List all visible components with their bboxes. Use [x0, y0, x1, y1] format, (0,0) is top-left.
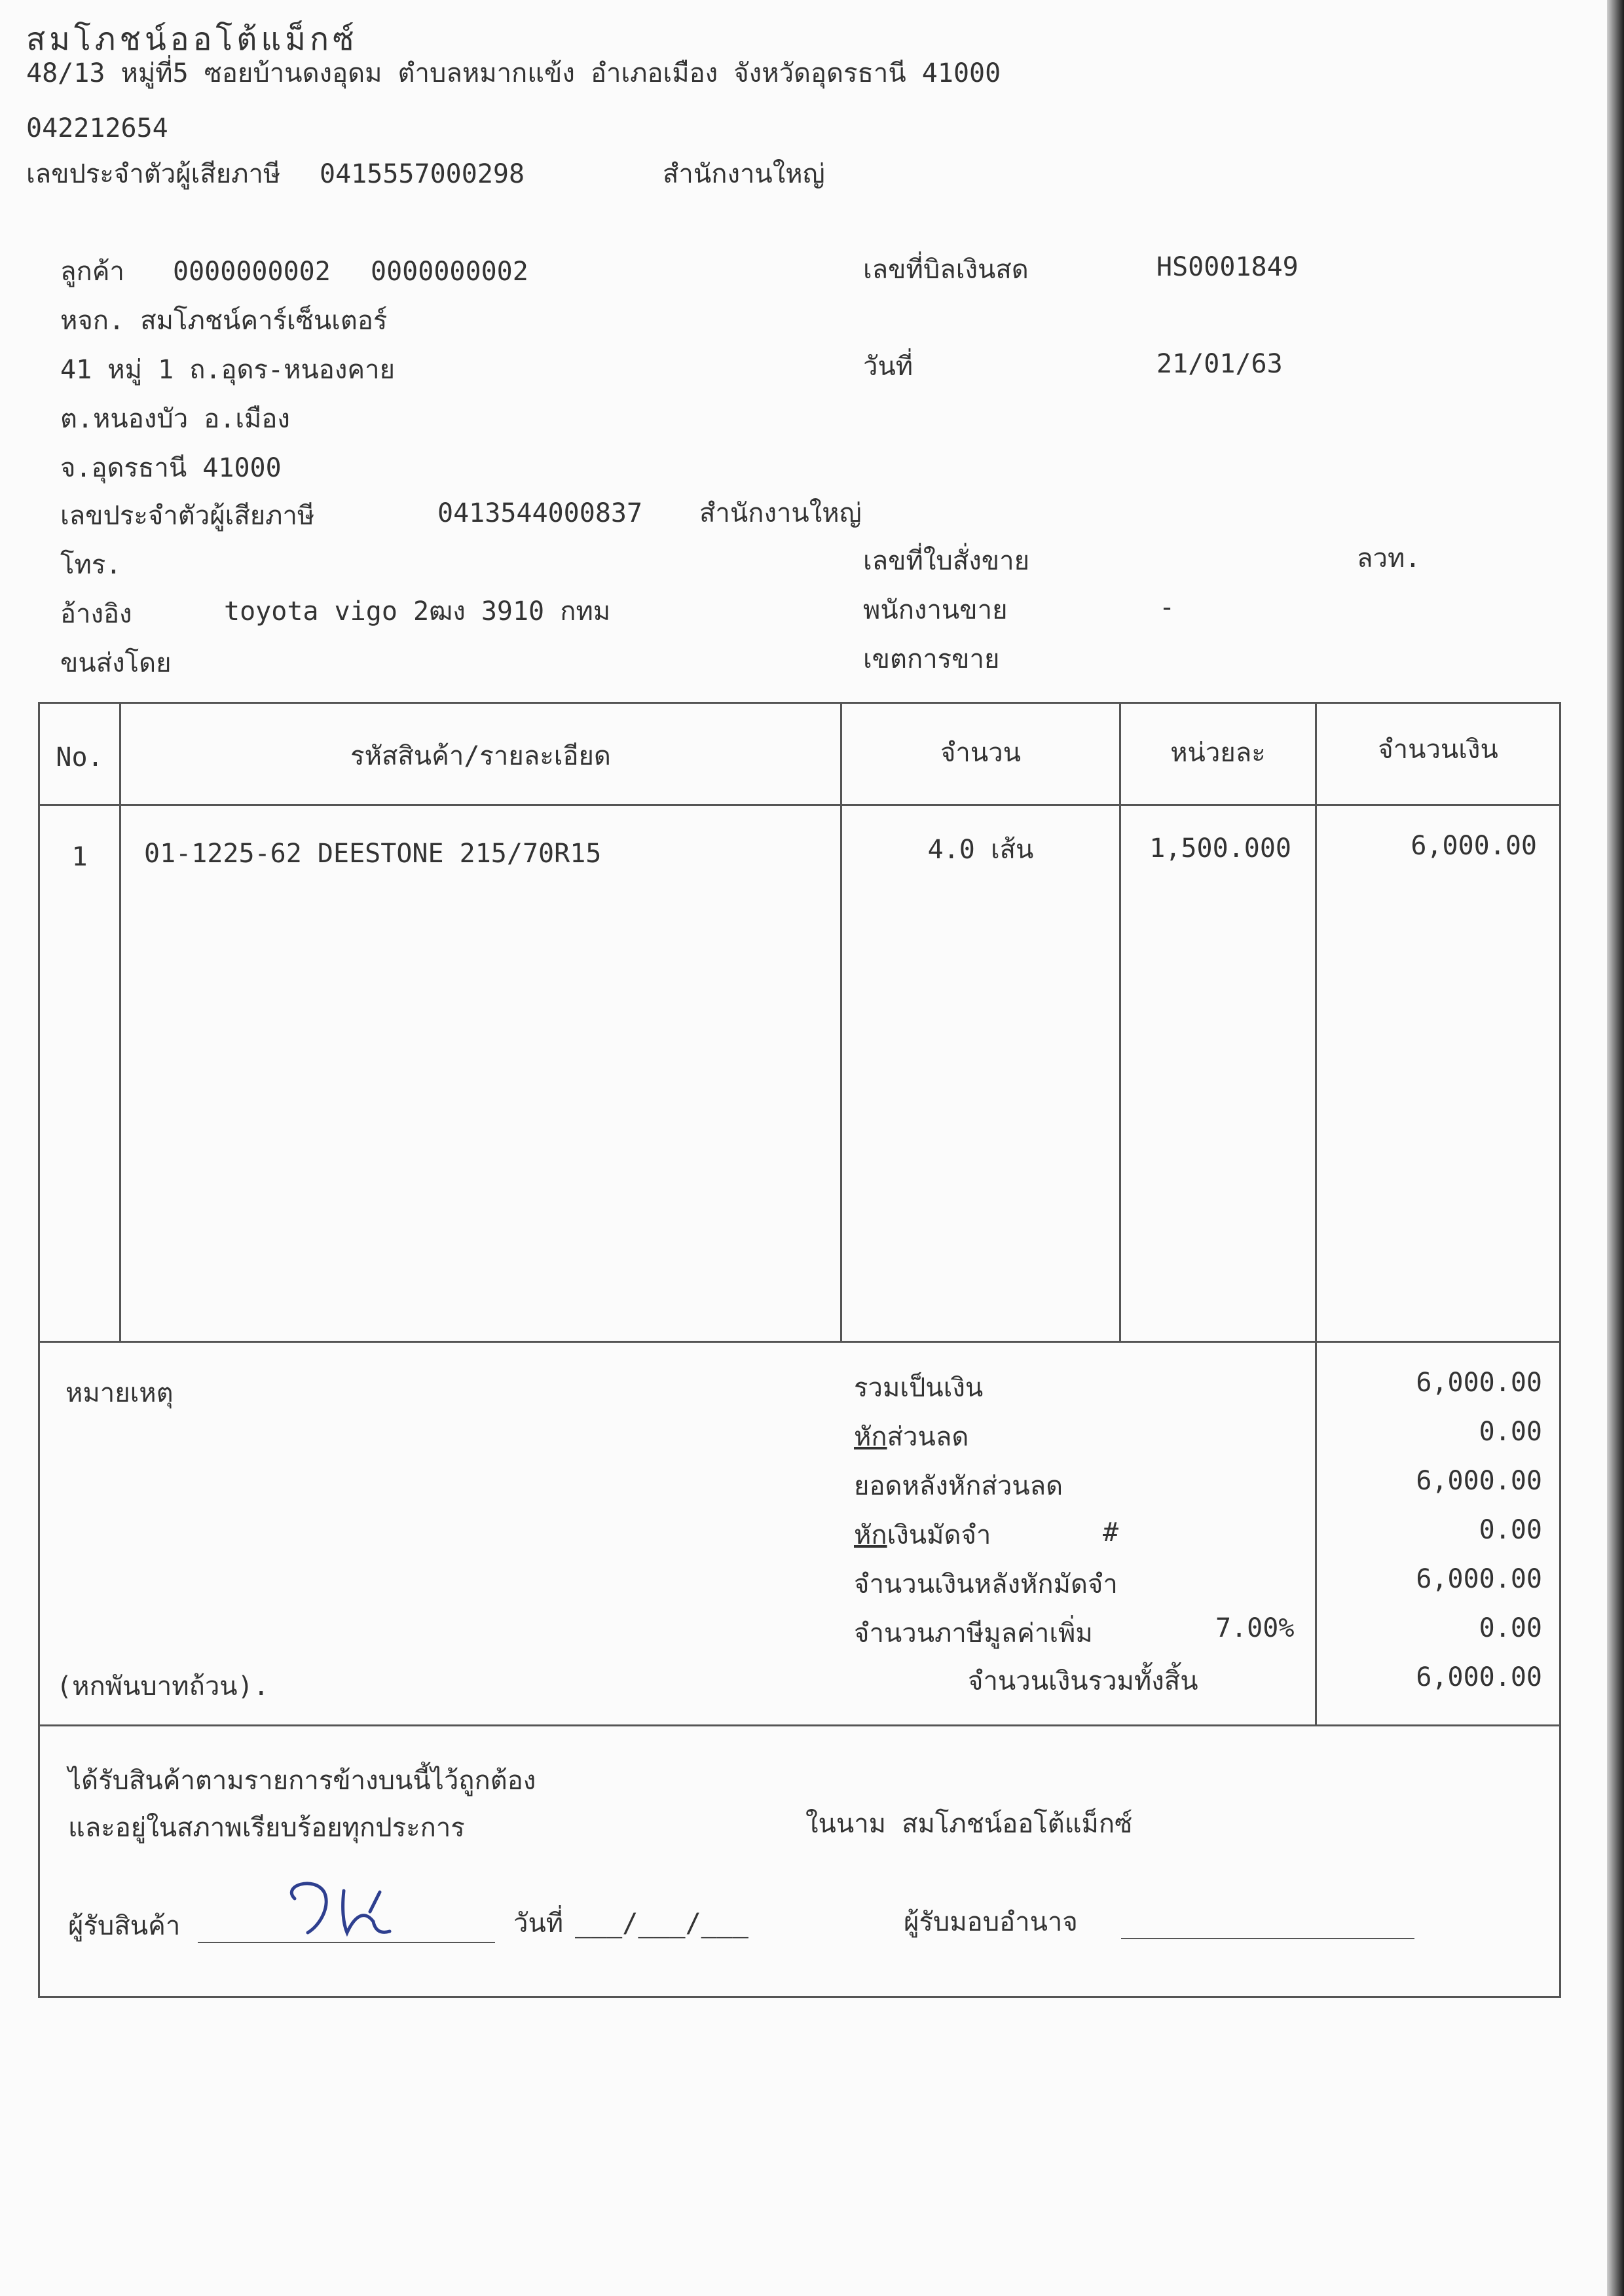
amount-in-words: (หกพันบาทถ้วน).: [56, 1671, 269, 1702]
sales-area-label: เขตการขาย: [863, 644, 1000, 674]
table-header-rule: [38, 804, 1561, 806]
header-quantity: จำนวน: [940, 738, 1022, 768]
row-1-description: 01-1225-62 DEESTONE 215/70R15: [144, 839, 602, 869]
reference-label: อ้างอิง: [60, 599, 132, 629]
table-body-rule: [38, 1341, 1561, 1343]
header-no: No.: [56, 742, 103, 773]
after-deposit-label: จำนวนเงินหลังหักมัดจำ: [854, 1569, 1118, 1599]
discount-value: 0.00: [1479, 1417, 1542, 1447]
row-1-amount: 6,000.00: [1411, 831, 1537, 861]
company-address: 48/13 หมู่ที่5 ซอยบ้านดงอุดม ตำบลหมากแข้ง อำเภอเมือง จังหวัดอุดรธานี 41000: [26, 58, 1001, 88]
total-label: รวมเป็นเงิน: [854, 1373, 984, 1403]
scan-edge: [1607, 0, 1624, 2296]
header-unit-price: หน่วยละ: [1170, 738, 1266, 768]
customer-code-2: 0000000002: [371, 257, 528, 287]
company-branch: สำนักงานใหญ่: [663, 159, 825, 189]
bill-number-label: เลขที่บิลเงินสด: [863, 255, 1029, 285]
on-behalf-of: ในนาม สมโภชน์ออโต้แม็กซ์: [805, 1809, 1133, 1839]
grand-total-label: จำนวนเงินรวมทั้งสิ้น: [968, 1666, 1198, 1696]
deposit-label-prefix: หัก: [854, 1520, 887, 1550]
received-statement-2: และอยู่ในสภาพเรียบร้อยทุกประการ: [68, 1813, 465, 1843]
customer-label: ลูกค้า: [60, 257, 124, 287]
after-discount-value: 6,000.00: [1416, 1466, 1542, 1496]
row-1-unit-price: 1,500.000: [1149, 833, 1291, 864]
col-divider-1: [119, 702, 121, 1341]
receive-date-blank: ___/___/___: [575, 1908, 748, 1939]
handwritten-signature: [275, 1872, 406, 1944]
customer-code-1: 0000000002: [173, 257, 331, 287]
discount-label-prefix: หัก: [854, 1422, 887, 1452]
remark-label: หมายเหตุ: [65, 1378, 174, 1408]
total-value: 6,000.00: [1416, 1368, 1542, 1398]
discount-label: [854, 1424, 969, 1450]
customer-branch: สำนักงานใหญ่: [699, 498, 862, 528]
header-description: รหัสสินค้า/รายละเอียด: [350, 741, 611, 771]
discount-label-rest: ส่วนลด: [887, 1422, 969, 1452]
vat-label: จำนวนภาษีมูลค่าเพิ่ม: [854, 1618, 1093, 1649]
sales-order-extra: ลวท.: [1357, 543, 1421, 574]
customer-address-2: ต.หนองบัว อ.เมือง: [60, 404, 290, 434]
header-amount: จำนวนเงิน: [1378, 735, 1498, 765]
vat-rate: 7.00%: [1215, 1613, 1295, 1643]
summary-bottom-rule: [38, 1724, 1561, 1726]
deposit-label: [854, 1522, 991, 1548]
row-1-quantity: 4.0 เส้น: [927, 835, 1034, 865]
authorized-signature-line: [1121, 1938, 1414, 1939]
company-tax-id: 0415557000298: [320, 159, 525, 189]
col-divider-3: [1119, 702, 1121, 1341]
customer-name: หจก. สมโภชน์คาร์เซ็นเตอร์: [60, 306, 388, 336]
company-phone: 042212654: [26, 113, 168, 143]
shipping-label: ขนส่งโดย: [60, 648, 172, 678]
grand-total-value: 6,000.00: [1416, 1662, 1542, 1692]
row-1-no: 1: [71, 842, 88, 872]
company-name: สมโภชน์ออโต้แม็กซ์: [26, 21, 358, 58]
sales-order-label: เลขที่ใบสั่งขาย: [863, 546, 1030, 576]
after-discount-label: ยอดหลังหักส่วนลด: [854, 1471, 1063, 1501]
vat-value: 0.00: [1479, 1613, 1542, 1643]
receive-date-label: วันที่: [513, 1908, 564, 1939]
salesperson-value: -: [1159, 592, 1175, 623]
authorized-label: ผู้รับมอบอำนาจ: [904, 1907, 1078, 1937]
customer-tax-label: เลขประจำตัวผู้เสียภาษี: [60, 501, 315, 531]
items-table-frame: [38, 702, 1561, 1998]
received-statement-1: ได้รับสินค้าตามรายการข้างบนนี้ไว้ถูกต้อง: [68, 1766, 536, 1796]
deposit-hash: #: [1103, 1518, 1119, 1548]
deposit-value: 0.00: [1479, 1515, 1542, 1545]
customer-phone-label: โทร.: [60, 550, 122, 580]
bill-date-value: 21/01/63: [1156, 349, 1283, 379]
receiver-label: ผู้รับสินค้า: [68, 1911, 181, 1941]
customer-address-1: 41 หมู่ 1 ถ.อุดร-หนองคาย: [60, 355, 396, 385]
reference-value: toyota vigo 2ฒง 3910 กทม: [224, 596, 611, 627]
customer-address-3: จ.อุดรธานี 41000: [60, 453, 282, 483]
bill-date-label: วันที่: [863, 352, 913, 382]
col-divider-2: [840, 702, 842, 1341]
customer-tax-id: 0413544000837: [437, 498, 643, 528]
company-tax-label: เลขประจำตัวผู้เสียภาษี: [26, 159, 281, 189]
salesperson-label: พนักงานขาย: [863, 595, 1008, 625]
after-deposit-value: 6,000.00: [1416, 1564, 1542, 1594]
bill-number-value: HS0001849: [1156, 252, 1299, 282]
deposit-label-rest: เงินมัดจำ: [887, 1520, 991, 1550]
